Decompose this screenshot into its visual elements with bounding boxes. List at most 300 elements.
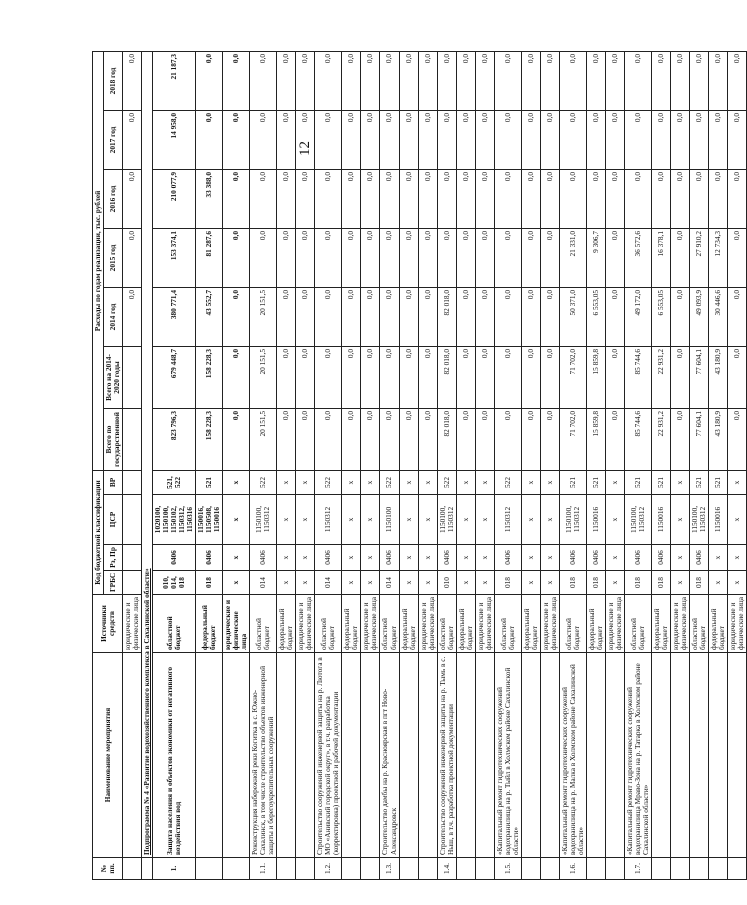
cell-no <box>709 858 728 880</box>
cell-vr: 521, 522 <box>153 470 196 494</box>
cell-total-2014: 0,0 <box>540 346 559 408</box>
cell-total: 0,0 <box>296 408 315 470</box>
cell-name <box>361 653 380 858</box>
cell-source: юридические и физические лица <box>296 595 315 653</box>
cell-year-value: 0,0 <box>456 228 475 287</box>
cell-total: 823 796,3 <box>153 408 196 470</box>
cell-total-2014: 43 180,9 <box>709 346 728 408</box>
cell-rzpr: x <box>296 545 315 571</box>
cell-year-value: 0,0 <box>250 228 277 287</box>
cell-grbs: 018 <box>494 571 521 595</box>
header-year-2016: 2016 год <box>104 169 123 228</box>
cell-grbs: 018 <box>624 571 651 595</box>
cell-year-value: 0,0 <box>605 287 624 346</box>
cell-total-2014: 0,0 <box>380 346 399 408</box>
table-row <box>624 51 651 879</box>
cell-year-value: 50 371,0 <box>559 287 586 346</box>
cell-no <box>651 858 670 880</box>
cell-year-value: 0,0 <box>709 169 728 228</box>
cell-csr: x <box>605 495 624 545</box>
table-row <box>728 51 747 879</box>
cell-year-value: 0,0 <box>196 110 223 169</box>
table-row <box>277 51 296 879</box>
cell-year-value: 0,0 <box>690 110 709 169</box>
cell-year-value: 0,0 <box>475 169 494 228</box>
header-grbs: ГРБС <box>104 571 123 595</box>
cell-name <box>670 653 689 858</box>
cell-total-2014: 679 448,7 <box>153 346 196 408</box>
cell-total-2014: 0,0 <box>605 346 624 408</box>
cell-year-value: 0,0 <box>521 169 540 228</box>
cell-csr: 1150016 <box>586 495 605 545</box>
cell-csr: 1150100, 1150312 <box>624 495 651 545</box>
cell-csr: x <box>475 495 494 545</box>
cell-year-value: 0,0 <box>296 287 315 346</box>
cell-total-2014: 0,0 <box>521 346 540 408</box>
cell-year-value: 0,0 <box>540 169 559 228</box>
cell-year-value: 0,0 <box>521 228 540 287</box>
cell-total: 85 744,6 <box>624 408 651 470</box>
cell-vr: x <box>521 470 540 494</box>
cell-total: 0,0 <box>728 408 747 470</box>
cell-year-value: 0,0 <box>361 228 380 287</box>
subprogram-title: Подпрограмма № 4 «Развитие водохозяйственного комплекса в Сахалинской области» <box>142 51 153 857</box>
cell-year-value: 0,0 <box>709 110 728 169</box>
cell-grbs: x <box>399 571 418 595</box>
cell-year-value: 0,0 <box>296 51 315 110</box>
cell-total-2014: 0,0 <box>494 346 521 408</box>
cell-grbs: x <box>540 571 559 595</box>
cell-name: «Капитальный ремонт гидротехнических сооружений водохранилища на р. Тыйл в Холмском районе Сахалинской области» <box>494 653 521 858</box>
cell-grbs: x <box>418 571 437 595</box>
cell-year-value: 0,0 <box>475 228 494 287</box>
cell-grbs: 010, 014, 018 <box>153 571 196 595</box>
cell-year-value: 0,0 <box>728 169 747 228</box>
cell-total: 0,0 <box>475 408 494 470</box>
cell-total: 22 931,2 <box>651 408 670 470</box>
cell-name: Реконструкция набережной реки Когитка в с. Южно-Сахалинск, в том числе строительство объектов инженерной защиты и берегоукрепительных сооружений <box>250 653 277 858</box>
table-row <box>361 51 380 879</box>
cell-year-value: 12 734,3 <box>709 228 728 287</box>
table-row <box>559 51 586 879</box>
page-number: 12 <box>297 141 313 156</box>
cell-grbs: 018 <box>559 571 586 595</box>
cell-csr: 1150016, 1150508, 1150016 <box>196 495 223 545</box>
cell-name <box>521 653 540 858</box>
cell-csr: x <box>399 495 418 545</box>
cell-csr: x <box>361 495 380 545</box>
table-row <box>315 51 342 879</box>
table-row <box>142 51 153 879</box>
cell-name <box>709 653 728 858</box>
cell-csr <box>123 495 142 545</box>
cell-total-2014: 0,0 <box>315 346 342 408</box>
cell-no: 1.2. <box>315 858 342 880</box>
cell-total-2014: 20 151,5 <box>250 346 277 408</box>
header-csr: ЦСР <box>104 495 123 545</box>
cell-year-value: 0,0 <box>437 110 456 169</box>
cell-year-value: 0,0 <box>342 287 361 346</box>
cell-year-value: 0,0 <box>223 110 250 169</box>
cell-year-value: 0,0 <box>418 228 437 287</box>
cell-vr: 521 <box>690 470 709 494</box>
cell-year-value: 0,0 <box>277 228 296 287</box>
cell-csr: 1150100, 1150312 <box>437 495 456 545</box>
cell-rzpr: 0406 <box>437 545 456 571</box>
cell-year-value: 0,0 <box>437 169 456 228</box>
cell-source: юридические и физические лица <box>361 595 380 653</box>
cell-rzpr: 0406 <box>651 545 670 571</box>
cell-year-value: 0,0 <box>399 228 418 287</box>
cell-rzpr: 0406 <box>494 545 521 571</box>
cell-total: 77 604,1 <box>690 408 709 470</box>
cell-total-2014: 77 604,1 <box>690 346 709 408</box>
cell-year-value: 0,0 <box>475 51 494 110</box>
cell-source: юридические и физические лица <box>475 595 494 653</box>
cell-csr: 1150016 <box>709 495 728 545</box>
cell-rzpr: 0406 <box>153 545 196 571</box>
cell-rzpr: x <box>540 545 559 571</box>
cell-year-value: 0,0 <box>361 169 380 228</box>
cell-year-value: 0,0 <box>624 169 651 228</box>
cell-vr: 521 <box>586 470 605 494</box>
cell-year-value: 0,0 <box>380 169 399 228</box>
cell-rzpr: x <box>399 545 418 571</box>
cell-total: 0,0 <box>605 408 624 470</box>
cell-year-value: 0,0 <box>123 110 142 169</box>
cell-year-value: 0,0 <box>559 169 586 228</box>
cell-total-2014: 82 018,0 <box>437 346 456 408</box>
cell-year-value: 27 910,2 <box>690 228 709 287</box>
header-rzpr: Рз, Пр <box>104 545 123 571</box>
cell-year-value: 0,0 <box>123 287 142 346</box>
cell-csr: x <box>670 495 689 545</box>
cell-name <box>418 653 437 858</box>
cell-year-value: 0,0 <box>250 110 277 169</box>
cell-year-value: 0,0 <box>475 287 494 346</box>
cell-rzpr: x <box>342 545 361 571</box>
cell-total-2014: 15 859,8 <box>586 346 605 408</box>
cell-grbs: x <box>521 571 540 595</box>
cell-total-2014: 0,0 <box>418 346 437 408</box>
cell-year-value: 0,0 <box>361 287 380 346</box>
cell-grbs: 014 <box>380 571 399 595</box>
cell-grbs: x <box>361 571 380 595</box>
cell-csr: x <box>521 495 540 545</box>
cell-total-2014: 0,0 <box>277 346 296 408</box>
cell-total-2014: 0,0 <box>670 346 689 408</box>
cell-rzpr: x <box>223 545 250 571</box>
cell-year-value: 0,0 <box>690 169 709 228</box>
table-row <box>380 51 399 879</box>
cell-csr: 1150100 <box>380 495 399 545</box>
cell-rzpr: 0406 <box>315 545 342 571</box>
cell-csr: 1150312 <box>315 495 342 545</box>
cell-source: федеральный бюджет <box>399 595 418 653</box>
cell-year-value: 43 552,7 <box>196 287 223 346</box>
cell-rzpr: x <box>418 545 437 571</box>
cell-year-value: 0,0 <box>418 110 437 169</box>
cell-name <box>277 653 296 858</box>
cell-source: юридические и физические лица <box>418 595 437 653</box>
budget-table <box>92 51 747 880</box>
cell-name <box>651 653 670 858</box>
cell-vr: x <box>475 470 494 494</box>
header-year-2014: 2014 год <box>104 287 123 346</box>
cell-csr: 1150016 <box>651 495 670 545</box>
table-row <box>605 51 624 879</box>
cell-rzpr: x <box>456 545 475 571</box>
cell-vr: 522 <box>250 470 277 494</box>
table-row <box>250 51 277 879</box>
cell-rzpr: 0406 <box>586 545 605 571</box>
cell-year-value: 0,0 <box>418 287 437 346</box>
cell-year-value: 14 958,0 <box>153 110 196 169</box>
cell-source: областной бюджет <box>494 595 521 653</box>
cell-no: 1.1. <box>250 858 277 880</box>
cell-vr: x <box>540 470 559 494</box>
cell-year-value: 0,0 <box>670 228 689 287</box>
cell-year-value: 0,0 <box>223 51 250 110</box>
cell-source: федеральный бюджет <box>586 595 605 653</box>
cell-year-value: 0,0 <box>670 169 689 228</box>
cell-year-value: 82 018,0 <box>437 287 456 346</box>
cell-year-value: 16 378,1 <box>651 228 670 287</box>
table-row <box>690 51 709 879</box>
cell-total: 0,0 <box>540 408 559 470</box>
cell-source: областной бюджет <box>690 595 709 653</box>
cell-year-value: 0,0 <box>728 51 747 110</box>
cell-source: областной бюджет <box>380 595 399 653</box>
cell-vr: 522 <box>494 470 521 494</box>
cell-grbs: x <box>728 571 747 595</box>
cell-source: федеральный бюджет <box>196 595 223 653</box>
cell-vr: 521 <box>559 470 586 494</box>
header-budget-code: Код бюджетной классификации <box>93 470 104 594</box>
cell-year-value: 0,0 <box>123 228 142 287</box>
cell-rzpr: x <box>521 545 540 571</box>
cell-vr: 521 <box>624 470 651 494</box>
cell-source: областной бюджет <box>624 595 651 653</box>
cell-name <box>690 653 709 858</box>
cell-source: федеральный бюджет <box>342 595 361 653</box>
cell-year-value: 21 187,3 <box>153 51 196 110</box>
cell-year-value: 0,0 <box>342 169 361 228</box>
cell-source: областной бюджет <box>153 595 196 653</box>
cell-csr: 1150100, 1150312 <box>250 495 277 545</box>
cell-year-value: 0,0 <box>342 228 361 287</box>
cell-no <box>123 858 142 880</box>
cell-csr: x <box>728 495 747 545</box>
cell-source: областной бюджет <box>250 595 277 653</box>
cell-name <box>586 653 605 858</box>
cell-no <box>418 858 437 880</box>
cell-total: 0,0 <box>521 408 540 470</box>
cell-rzpr: x <box>475 545 494 571</box>
cell-total: 0,0 <box>277 408 296 470</box>
cell-rzpr: 0406 <box>624 545 651 571</box>
cell-csr: x <box>296 495 315 545</box>
cell-total: 0,0 <box>494 408 521 470</box>
cell-year-value: 0,0 <box>690 51 709 110</box>
cell-csr: 1150100, 1150312 <box>690 495 709 545</box>
cell-source: федеральный бюджет <box>709 595 728 653</box>
cell-vr: 522 <box>315 470 342 494</box>
rotated-page-content <box>92 52 746 880</box>
cell-year-value: 0,0 <box>277 169 296 228</box>
cell-year-value: 0,0 <box>250 169 277 228</box>
cell-year-value: 0,0 <box>380 228 399 287</box>
cell-year-value: 20 151,5 <box>250 287 277 346</box>
cell-total <box>123 408 142 470</box>
cell-total: 0,0 <box>456 408 475 470</box>
cell-year-value: 0,0 <box>559 51 586 110</box>
table-row <box>475 51 494 879</box>
cell-source: областной бюджет <box>559 595 586 653</box>
cell-total: 158 228,3 <box>196 408 223 470</box>
cell-year-value: 0,0 <box>521 110 540 169</box>
cell-year-value: 0,0 <box>399 287 418 346</box>
cell-vr: x <box>605 470 624 494</box>
cell-year-value: 0,0 <box>456 169 475 228</box>
cell-no <box>456 858 475 880</box>
cell-year-value: 0,0 <box>315 287 342 346</box>
cell-total-2014: 0,0 <box>223 346 250 408</box>
cell-source: юридические и физические лица <box>540 595 559 653</box>
cell-no <box>586 858 605 880</box>
table-body <box>123 51 747 879</box>
cell-year-value: 0,0 <box>540 110 559 169</box>
cell-vr <box>123 470 142 494</box>
cell-name: Строительство сооружений инженерной защиты на р. Тымь в с. Ныш, в т.ч. разработка проектной документации <box>437 653 456 858</box>
cell-year-value: 33 388,0 <box>196 169 223 228</box>
cell-csr: x <box>540 495 559 545</box>
table-row <box>223 51 250 879</box>
cell-year-value: 0,0 <box>624 51 651 110</box>
cell-grbs: x <box>709 571 728 595</box>
cell-total-2014: 85 744,6 <box>624 346 651 408</box>
cell-year-value: 0,0 <box>315 51 342 110</box>
table-row <box>709 51 728 879</box>
cell-total: 20 151,5 <box>250 408 277 470</box>
cell-source: федеральный бюджет <box>456 595 475 653</box>
cell-vr: x <box>223 470 250 494</box>
cell-year-value: 0,0 <box>315 169 342 228</box>
cell-no: 1.4. <box>437 858 456 880</box>
cell-no <box>521 858 540 880</box>
cell-vr: x <box>342 470 361 494</box>
cell-year-value: 0,0 <box>540 228 559 287</box>
cell-name <box>399 653 418 858</box>
cell-csr: 1150312 <box>494 495 521 545</box>
cell-name: Защита населения и объектов экономики от негативного воздействия вод <box>153 653 196 858</box>
cell-year-value: 0,0 <box>223 228 250 287</box>
cell-grbs: 018 <box>196 571 223 595</box>
cell-csr: 1020100, 1150100, 1150102, 1150312, 1150316 <box>153 495 196 545</box>
cell-rzpr: 0406 <box>250 545 277 571</box>
cell-year-value: 0,0 <box>361 110 380 169</box>
cell-year-value: 0,0 <box>399 51 418 110</box>
cell-grbs: 018 <box>586 571 605 595</box>
header-total-state: Всего по государственной <box>104 408 123 470</box>
cell-rzpr: 0406 <box>690 545 709 571</box>
cell-year-value: 6 553,05 <box>586 287 605 346</box>
cell-year-value: 0,0 <box>342 110 361 169</box>
cell-year-value: 0,0 <box>494 228 521 287</box>
cell-year-value: 0,0 <box>277 51 296 110</box>
cell-total-2014: 0,0 <box>361 346 380 408</box>
cell-grbs: x <box>296 571 315 595</box>
cell-no <box>605 858 624 880</box>
cell-grbs: x <box>475 571 494 595</box>
cell-year-value: 0,0 <box>456 110 475 169</box>
cell-no <box>142 858 153 880</box>
cell-grbs: 014 <box>315 571 342 595</box>
cell-vr: 522 <box>380 470 399 494</box>
cell-total-2014: 0,0 <box>475 346 494 408</box>
cell-source: юридические и физические лица <box>670 595 689 653</box>
cell-rzpr: x <box>709 545 728 571</box>
cell-name <box>296 653 315 858</box>
cell-year-value: 0,0 <box>223 287 250 346</box>
header-year-2017: 2017 год <box>104 110 123 169</box>
cell-vr: 521 <box>196 470 223 494</box>
cell-year-value: 0,0 <box>437 51 456 110</box>
table-row <box>153 51 196 879</box>
cell-year-value: 0,0 <box>296 110 315 169</box>
cell-no <box>196 858 223 880</box>
cell-year-value: 0,0 <box>494 51 521 110</box>
cell-name <box>605 653 624 858</box>
cell-no: 1.6. <box>559 858 586 880</box>
cell-source: юридические и физические лица <box>605 595 624 653</box>
cell-total-2014: 71 702,0 <box>559 346 586 408</box>
cell-name <box>456 653 475 858</box>
cell-year-value: 0,0 <box>437 228 456 287</box>
cell-name <box>196 653 223 858</box>
cell-vr: x <box>399 470 418 494</box>
cell-total-2014: 22 931,2 <box>651 346 670 408</box>
cell-name <box>540 653 559 858</box>
cell-no: 1.5. <box>494 858 521 880</box>
cell-name <box>123 653 142 858</box>
cell-csr: x <box>223 495 250 545</box>
cell-total: 0,0 <box>399 408 418 470</box>
cell-rzpr: 0406 <box>196 545 223 571</box>
cell-no: 1.3. <box>380 858 399 880</box>
table-row <box>540 51 559 879</box>
cell-year-value: 30 446,6 <box>709 287 728 346</box>
header-row-1 <box>93 51 104 879</box>
cell-vr: x <box>728 470 747 494</box>
cell-year-value: 380 771,4 <box>153 287 196 346</box>
cell-source: федеральный бюджет <box>651 595 670 653</box>
table-row <box>651 51 670 879</box>
cell-year-value: 0,0 <box>456 287 475 346</box>
header-expenses: Расходы по годам реализации, тыс. рублей <box>93 51 104 470</box>
cell-year-value: 0,0 <box>540 287 559 346</box>
cell-year-value: 0,0 <box>709 51 728 110</box>
cell-year-value: 0,0 <box>380 51 399 110</box>
cell-grbs <box>123 571 142 595</box>
cell-grbs: 010 <box>437 571 456 595</box>
cell-no <box>475 858 494 880</box>
cell-source: федеральный бюджет <box>277 595 296 653</box>
cell-total: 0,0 <box>418 408 437 470</box>
cell-source: областной бюджет <box>437 595 456 653</box>
table-row <box>123 51 142 879</box>
cell-year-value: 0,0 <box>651 169 670 228</box>
